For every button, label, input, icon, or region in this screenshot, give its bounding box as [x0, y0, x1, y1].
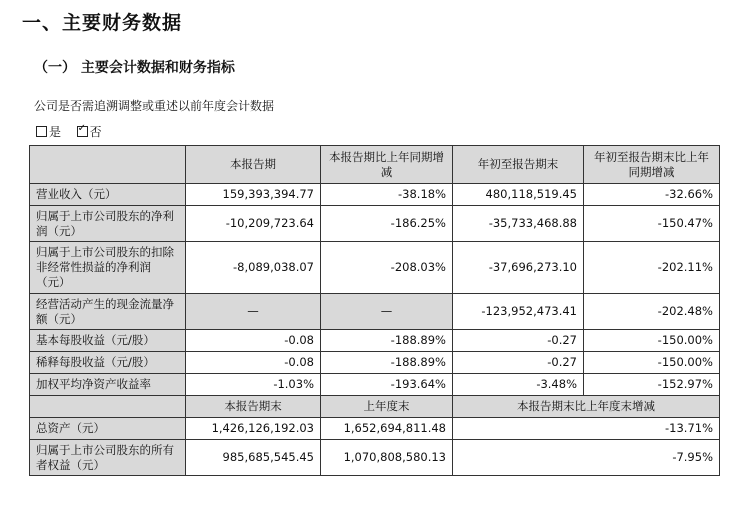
table-row: [30, 294, 720, 330]
cell: -13.71%: [453, 418, 720, 440]
cell: -193.64%: [321, 374, 453, 396]
cell: —: [186, 294, 321, 330]
cell: -0.27: [453, 352, 584, 374]
financial-data-table: [29, 145, 720, 476]
cell: 1,652,694,811.48: [321, 418, 453, 440]
cell: -202.48%: [584, 294, 720, 330]
cell: -1.03%: [186, 374, 321, 396]
cell: -8,089,038.07: [186, 242, 321, 294]
restatement-choice: [36, 123, 102, 140]
no-checkbox-checked[interactable]: [77, 126, 88, 137]
header-cell: 本报告期: [186, 146, 321, 184]
cell: -38.18%: [321, 184, 453, 206]
row-label: 加权平均净资产收益率: [30, 374, 186, 396]
header-blank: [30, 396, 186, 418]
cell: -0.08: [186, 352, 321, 374]
table1-header-row: [30, 146, 720, 184]
cell: -0.08: [186, 330, 321, 352]
yes-checkbox[interactable]: [36, 126, 47, 137]
table-row: [30, 206, 720, 242]
row-label: 营业收入（元）: [30, 184, 186, 206]
cell: 480,118,519.45: [453, 184, 584, 206]
header-cell: 年初至报告期末: [453, 146, 584, 184]
cell: 159,393,394.77: [186, 184, 321, 206]
row-label: 归属于上市公司股东的所有者权益（元）: [30, 440, 186, 476]
cell: 1,070,808,580.13: [321, 440, 453, 476]
header-cell: 上年度末: [321, 396, 453, 418]
cell: -208.03%: [321, 242, 453, 294]
table-row: [30, 184, 720, 206]
cell: -150.00%: [584, 330, 720, 352]
cell: -186.25%: [321, 206, 453, 242]
table-row: [30, 242, 720, 294]
table2-header-row: [30, 396, 720, 418]
yes-label: 是: [49, 125, 62, 139]
subsection-title: （一） 主要会计数据和财务指标: [34, 60, 235, 76]
cell: -150.47%: [584, 206, 720, 242]
cell: -202.11%: [584, 242, 720, 294]
cell: -32.66%: [584, 184, 720, 206]
table-row: [30, 418, 720, 440]
cell: -10,209,723.64: [186, 206, 321, 242]
cell: -188.89%: [321, 330, 453, 352]
section-title: 一、主要财务数据: [22, 12, 183, 34]
row-label: 总资产（元）: [30, 418, 186, 440]
cell: -7.95%: [453, 440, 720, 476]
row-label: 基本每股收益（元/股）: [30, 330, 186, 352]
header-cell: 年初至报告期末比上年同期增减: [584, 146, 720, 184]
table-row: [30, 330, 720, 352]
table-row: [30, 352, 720, 374]
cell: 985,685,545.45: [186, 440, 321, 476]
cell: -3.48%: [453, 374, 584, 396]
table-row: [30, 374, 720, 396]
header-cell: 本报告期末: [186, 396, 321, 418]
row-label: 稀释每股收益（元/股）: [30, 352, 186, 374]
no-label: 否: [89, 125, 102, 139]
header-cell: 本报告期比上年同期增减: [321, 146, 453, 184]
cell: -188.89%: [321, 352, 453, 374]
row-label: 经营活动产生的现金流量净额（元）: [30, 294, 186, 330]
cell: —: [321, 294, 453, 330]
header-blank: [30, 146, 186, 184]
row-label: 归属于上市公司股东的扣除非经常性损益的净利润（元）: [30, 242, 186, 294]
cell: -35,733,468.88: [453, 206, 584, 242]
header-cell: 本报告期末比上年度末增减: [453, 396, 720, 418]
table-row: [30, 440, 720, 476]
cell: -37,696,273.10: [453, 242, 584, 294]
cell: -0.27: [453, 330, 584, 352]
row-label: 归属于上市公司股东的净利润（元）: [30, 206, 186, 242]
cell: -152.97%: [584, 374, 720, 396]
cell: -150.00%: [584, 352, 720, 374]
cell: -123,952,473.41: [453, 294, 584, 330]
cell: 1,426,126,192.03: [186, 418, 321, 440]
restatement-question: 公司是否需追溯调整或重述以前年度会计数据: [34, 99, 275, 113]
